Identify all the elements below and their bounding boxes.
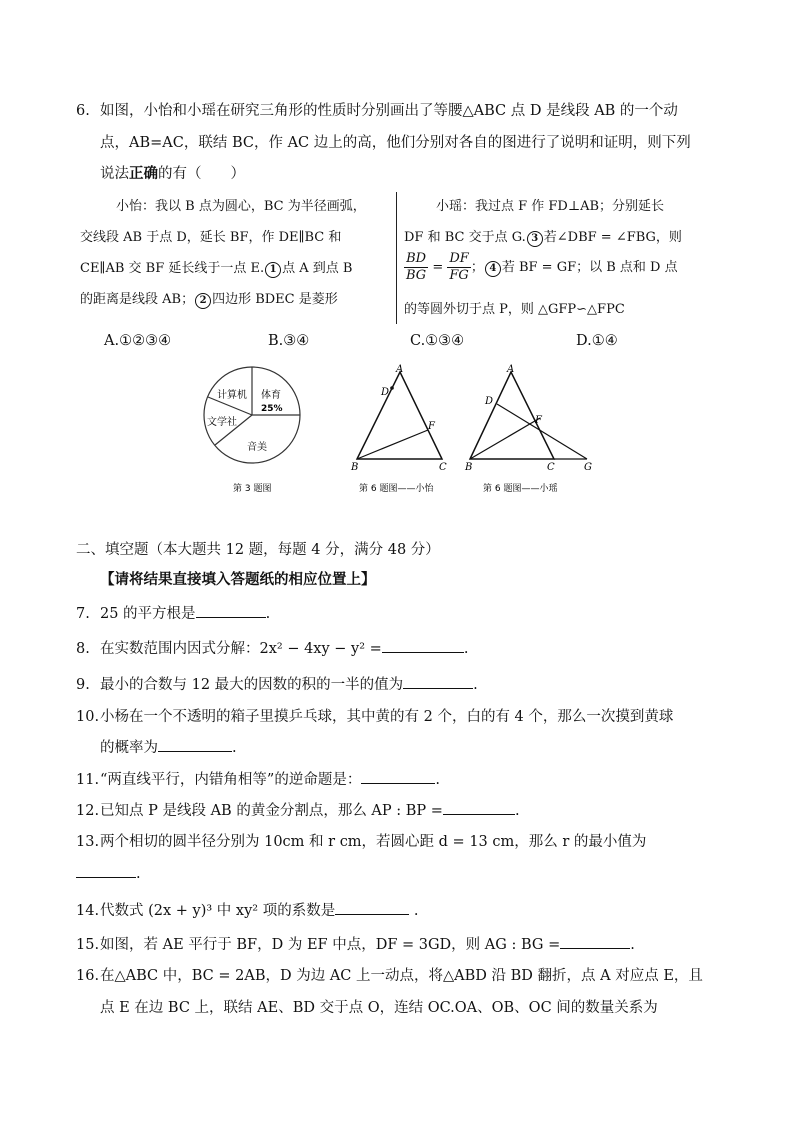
q12-number: 12. (76, 803, 100, 819)
option-c: C.①③④ (410, 333, 465, 349)
section2-title: 二、填空题（本大题共 12 题，每题 4 分，满分 48 分） (76, 542, 440, 558)
xiaoyao-line2a: DF 和 BC 交于点 G. (404, 230, 526, 245)
q13-text: 两个相切的圆半径分别为 10cm 和 r cm，若圆心距 d = 13 cm，那么 r 的最小值为 (100, 834, 647, 850)
frac2-denominator: FG (449, 268, 469, 283)
q11-tail: . (435, 772, 440, 788)
pie-label-sports: 体育 (261, 390, 281, 401)
triangle-xiaoyi-figure (350, 364, 447, 494)
fraction-df-fg (447, 251, 470, 284)
tri1-label-a: A (396, 364, 404, 375)
q6-number: 6. (76, 103, 90, 119)
xiaoyi-line4 (80, 290, 338, 310)
xiaoyi-line3b: 点 A 到点 B (282, 261, 353, 276)
q8-text: 在实数范围内因式分解：2x² − 4xy − y² = (100, 641, 382, 657)
q7-answer-blank (196, 603, 266, 618)
q8-answer-blank (382, 638, 464, 653)
pie-label-music-art: 音美 (247, 442, 267, 453)
section2-note: 【请将结果直接填入答题纸的相应位置上】 (100, 571, 376, 588)
q10-tail: . (232, 740, 237, 756)
q9-number: 9. (76, 677, 90, 693)
circle-4-marker: 4 (485, 261, 501, 277)
q9-tail: . (473, 677, 478, 693)
q9-answer-blank (403, 674, 473, 689)
q10-line2 (100, 737, 237, 758)
q8-tail: . (463, 641, 469, 657)
q16-text: 在△ABC 中，BC = 2AB，D 为边 AC 上一动点，将△ABD 沿 BD 翻折，点 A 对应点 E，且 (100, 968, 703, 984)
q7-number: 7. (76, 606, 90, 622)
xiaoyi-line4b: 四边形 BDEC 是菱形 (212, 292, 338, 307)
q16-line2: 点 E 在边 BC 上，联结 AE、BD 交于点 O，连结 OC.OA、OB、OC 间的数量关系为 (100, 1000, 658, 1016)
q10-number: 10. (76, 709, 100, 725)
frac2-numerator: DF (449, 251, 469, 266)
q8-number: 8. (76, 641, 90, 657)
xiaoyao-line2b: 若∠DBF = ∠FBG，则 (543, 230, 682, 245)
circle-2-marker: 2 (195, 293, 211, 309)
tri1-label-b: B (351, 462, 359, 473)
q6-line3-post: 的有（ ） (158, 166, 245, 182)
option-b: B.③④ (268, 333, 310, 349)
pie-chart-figure (204, 367, 300, 494)
pie-caption: 第 3 题图 (233, 484, 272, 494)
q14-tail: . (409, 903, 419, 919)
xiaoyao-line3b: 若 BF = GF；以 B 点和 D 点 (501, 260, 678, 275)
option-d: D.①④ (576, 333, 618, 349)
q10-answer-blank (158, 737, 232, 752)
xiaoyao-line1: 小瑶：我过点 F 作 FD⊥AB；分别延长 (436, 199, 665, 214)
circle-3-marker: 3 (527, 231, 543, 247)
q12 (76, 800, 520, 821)
figures-svg (195, 360, 605, 500)
tri1-label-c: C (439, 462, 447, 473)
tri2-label-b: B (465, 462, 473, 473)
xiaoyao-line3 (404, 251, 678, 284)
q15-tail: . (630, 937, 635, 953)
pie-label-pct: 25% (261, 404, 283, 414)
q9-text: 最小的合数与 12 最大的因数的积的一半的值为 (100, 677, 404, 693)
q12-answer-blank (443, 800, 515, 815)
q6-line3 (100, 164, 245, 184)
q13-line2 (76, 863, 141, 884)
q14 (76, 900, 418, 921)
q15-number: 15. (76, 937, 100, 953)
q13-number: 13. (76, 834, 100, 850)
q7-text: 25 的平方根是 (100, 606, 196, 622)
q6-line3-pre: 说法 (100, 166, 129, 182)
tri1-label-f: F (428, 421, 435, 432)
xiaoyi-line2: 交线段 AB 于点 D，延长 BF，作 DE∥BC 和 (80, 230, 342, 245)
q11-answer-blank (361, 769, 435, 784)
q13 (76, 832, 646, 852)
circle-1-marker: 1 (265, 262, 281, 278)
xiaoyao-line4: 的等圆外切于点 P，则 △GFP∽△FPC (404, 302, 625, 317)
q6-line2: 点，AB=AC，联结 BC，作 AC 边上的高，他们分别对各自的图进行了说明和证明，则下列 (100, 135, 691, 151)
q14-text: 代数式 (2x + y)³ 中 xy² 项的系数是 (100, 903, 336, 919)
xiaoyi-line4a: 的距离是线段 AB； (80, 292, 195, 307)
tri2-label-f: F (535, 415, 542, 426)
q14-answer-blank (335, 900, 409, 915)
tri2-label-c: C (547, 462, 555, 473)
q15-answer-blank (560, 934, 630, 949)
q7 (76, 603, 270, 624)
q13-answer-blank (76, 863, 136, 878)
frac1-numerator: BD (404, 251, 428, 268)
q11-number: 11. (76, 772, 100, 788)
q16 (76, 966, 703, 986)
q7-tail: . (265, 606, 271, 622)
q6-line1: 如图，小怡和小瑶在研究三角形的性质时分别画出了等腰△ABC 点 D 是线段 AB 的一个动 (100, 103, 678, 119)
q16-number: 16. (76, 968, 100, 984)
tri2-caption: 第 6 题图——小瑶 (483, 484, 558, 494)
tri1-label-d: D (381, 387, 390, 398)
tri2-label-a: A (507, 364, 515, 375)
q11-text: “两直线平行，内错角相等”的逆命题是： (100, 772, 362, 788)
pie-label-literature: 文学社 (207, 417, 237, 428)
q10-text2: 的概率为 (100, 740, 158, 756)
pie-label-computer: 计算机 (217, 390, 247, 401)
tri2-label-d: D (485, 396, 494, 407)
fraction-bd-bg (404, 251, 428, 284)
q15 (76, 934, 635, 955)
q12-tail: . (514, 803, 520, 819)
option-a: A.①②③④ (104, 333, 172, 349)
q6-line3-bold: 正确 (129, 165, 158, 182)
tri2-label-g: G (584, 462, 592, 473)
xiaoyi-line3 (80, 259, 352, 279)
q9 (76, 674, 478, 695)
separator: ； (470, 260, 484, 275)
q11 (76, 769, 440, 790)
q12-text: 已知点 P 是线段 AB 的黄金分割点，那么 AP : BP = (100, 803, 443, 819)
q10-text: 小杨在一个不透明的箱子里摸乒乓球，其中黄的有 2 个，白的有 4 个，那么一次摸到黄球 (100, 709, 674, 725)
equals-sign: = (432, 260, 444, 275)
xiaoyao-line2 (404, 228, 682, 248)
q15-text: 如图，若 AE 平行于 BF，D 为 EF 中点，DF = 3GD，则 AG : BG = (100, 937, 561, 953)
statement-divider (396, 192, 397, 324)
xiaoyi-line1: 小怡：我以 B 点为圆心，BC 为半径画弧， (116, 199, 366, 214)
q13-tail: . (136, 866, 141, 882)
triangle-xiaoyao-figure (464, 364, 592, 494)
tri1-caption: 第 6 题图——小怡 (359, 484, 434, 494)
q14-number: 14. (76, 903, 100, 919)
q8 (76, 638, 468, 659)
xiaoyi-line3a: CE∥AB 交 BF 延长线于一点 E. (80, 261, 265, 276)
q10 (76, 707, 673, 727)
frac1-denominator: BG (406, 268, 427, 283)
